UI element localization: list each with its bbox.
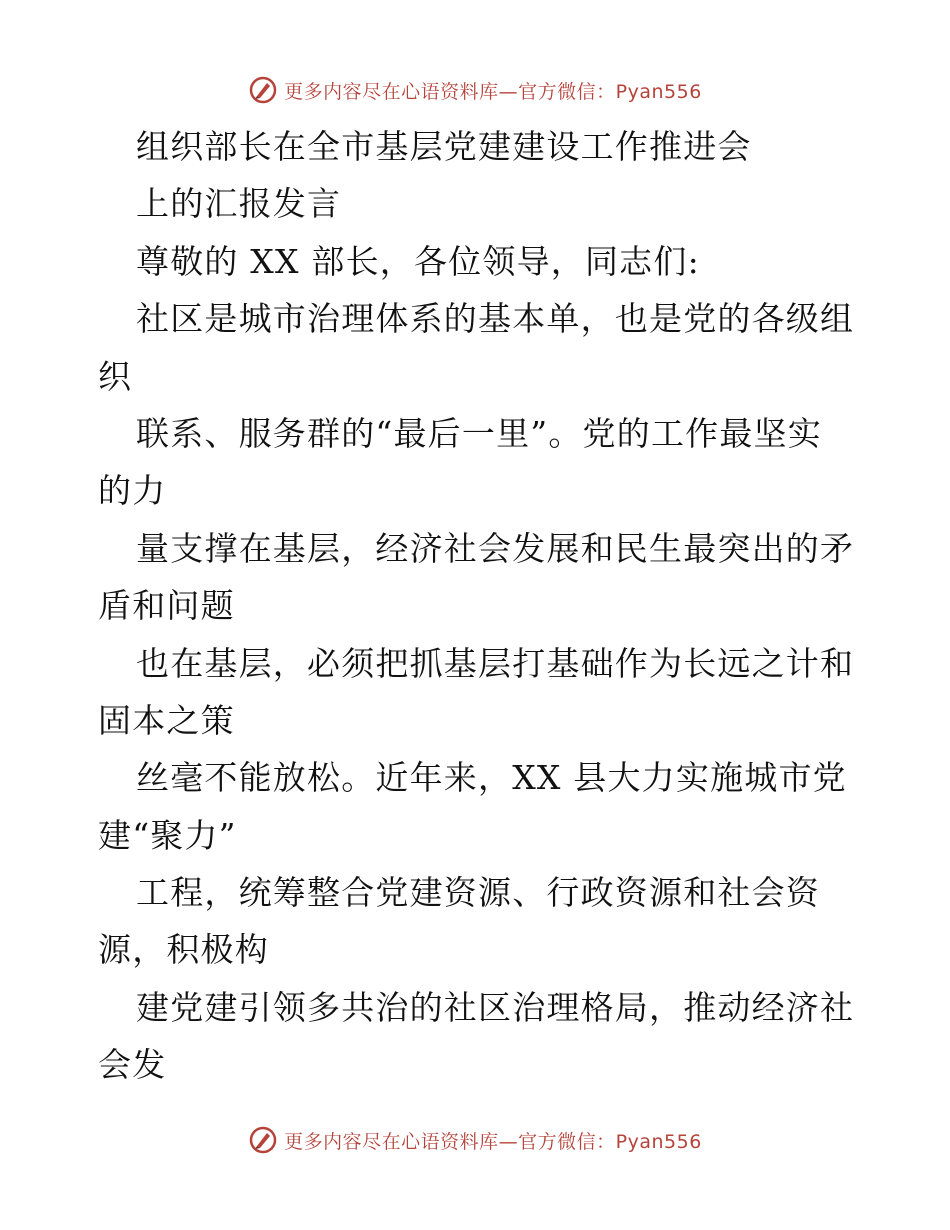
document-title-line-1: 组织部长在全市基层党建建设工作推进会: [136, 127, 752, 166]
pen-logo-icon: [248, 1125, 278, 1155]
footer-watermark: [0, 1120, 950, 1160]
text-line: 工程，统筹整合党建资源、行政资源和社会资: [136, 873, 820, 913]
document-body: [98, 118, 858, 1094]
text-line: 建“聚力”: [98, 815, 237, 855]
text-line: 盾和问题: [98, 586, 235, 626]
salutation: 尊敬的 XX 部长，各位领导，同志们:: [136, 241, 700, 281]
text-line: 织: [98, 356, 133, 396]
text-line: 联系、服务群的“最后一里”。党的工作最坚实: [136, 413, 822, 453]
document-title-line-2: 上的汇报发言: [136, 184, 342, 224]
text-line: 源，积极构: [98, 930, 269, 970]
pen-logo-icon: [248, 75, 278, 105]
text-line: 也在基层，必须把抓基层打基础作为长远之计和: [136, 643, 855, 683]
watermark-text: 更多内容尽在心语资料库—官方微信：Pyan556: [284, 1130, 702, 1153]
text-line: 会发: [98, 1045, 167, 1085]
text-line: 丝毫不能放松。近年来，XX 县大力实施城市党: [136, 758, 847, 798]
text-line: 的力: [98, 471, 167, 511]
text-line: 量支撑在基层，经济社会发展和民生最突出的矛: [136, 528, 855, 568]
header-watermark: [0, 70, 950, 110]
text-line: 建党建引领多共治的社区治理格局，推动经济社: [136, 987, 855, 1027]
text-line: 固本之策: [98, 700, 235, 740]
text-line: 社区是城市治理体系的基本单，也是党的各级组: [136, 299, 855, 339]
watermark-text: 更多内容尽在心语资料库—官方微信：Pyan556: [284, 80, 702, 103]
